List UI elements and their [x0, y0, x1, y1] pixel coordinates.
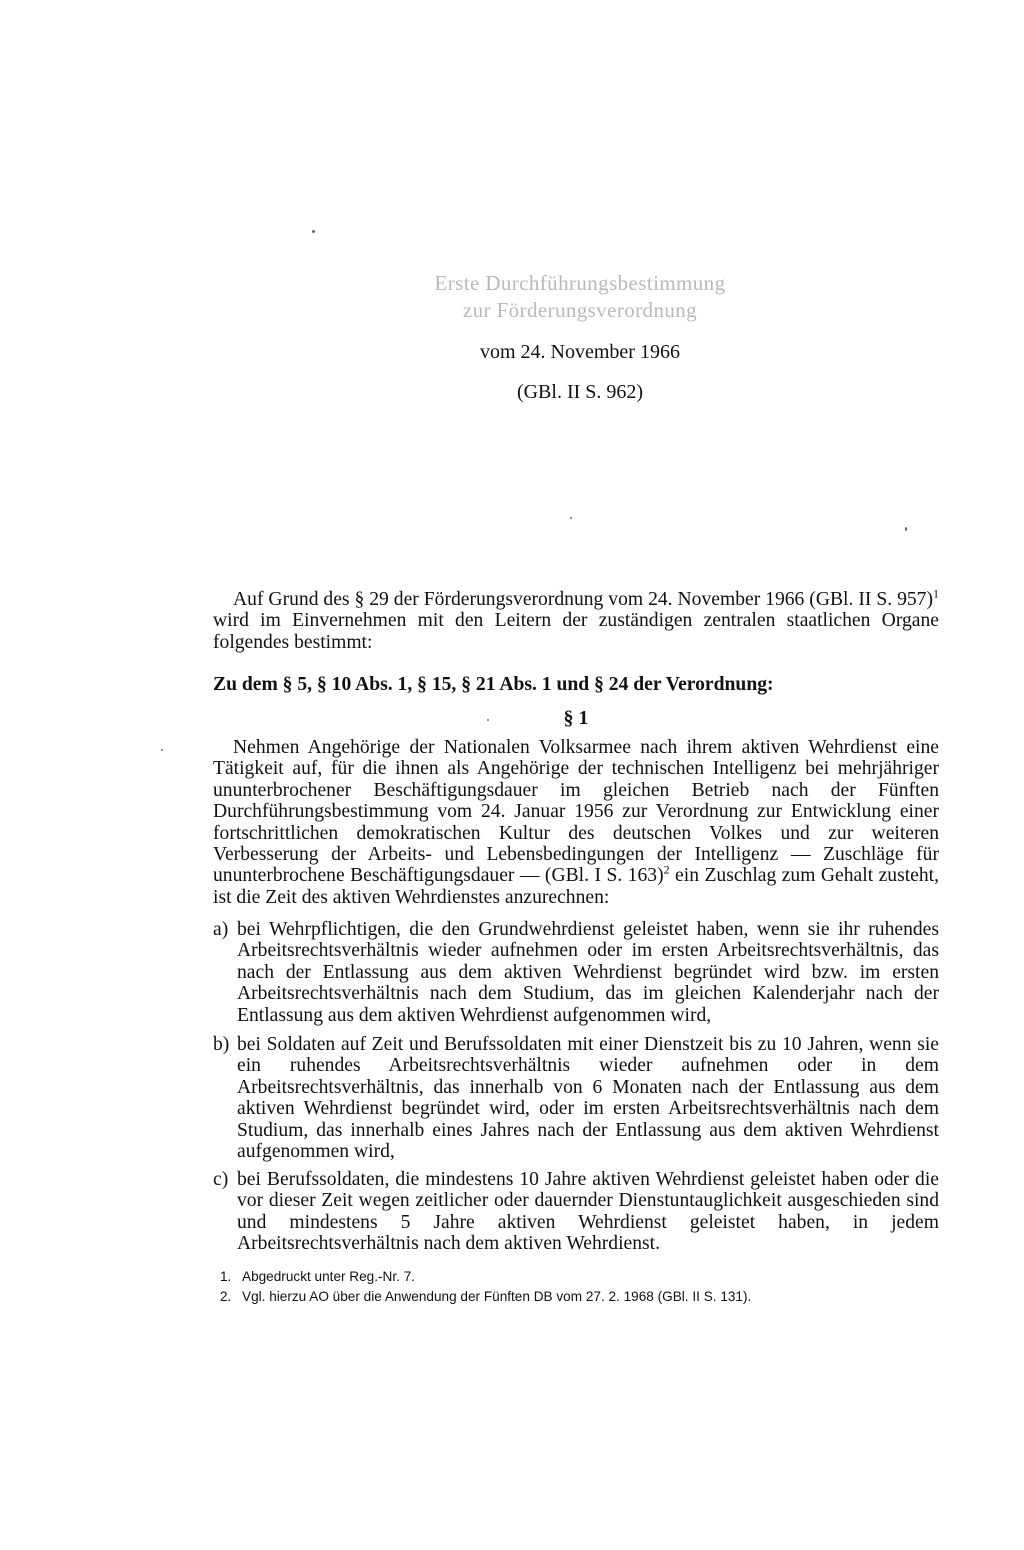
- list-item-a: [213, 919, 939, 1026]
- scan-speck: [312, 230, 315, 233]
- paragraph-1: [213, 737, 939, 908]
- footnote: [220, 1267, 940, 1287]
- list-item-text: bei Berufssoldaten, die mindestens 10 Jahre aktiven Wehrdienst geleistet haben oder die vor dieser Zeit wegen zeitlicher oder dauernder Dienstuntauglichkeit ausgeschieden sind und mindestens 5 Jahre aktiven Wehrdienst geleistet haben, in jedem Arbeitsrechtsverhältnis nach dem aktiven Wehrdienst.: [237, 1169, 939, 1255]
- section-heading: Zu dem § 5, § 10 Abs. 1, § 15, § 21 Abs. 1 und § 24 der Verordnung:: [213, 674, 774, 695]
- title-line-2: zur Förderungsverordnung: [462, 298, 698, 322]
- document-title: [405, 270, 755, 324]
- paragraph-1-part-2: ein Zuschlag zum Gehalt zusteht, ist die Zeit des aktiven Wehrdienstes anzurechnen:: [213, 865, 939, 908]
- list-item: [213, 1169, 939, 1255]
- list-marker: a): [213, 919, 229, 940]
- list-item-c: [213, 1169, 939, 1255]
- scan-speck: [905, 527, 907, 531]
- gazette-reference: (GBl. II S. 962): [516, 381, 644, 403]
- footnote-text: Vgl. hierzu AO über die Anwendung der Fünften DB vom 27. 2. 1968 (GBl. II S. 131).: [242, 1289, 752, 1304]
- title-line-1: Erste Durchführungsbestimmung: [434, 271, 726, 295]
- paragraph-number: § 1: [563, 707, 589, 729]
- footnote-number: 1.: [220, 1269, 232, 1284]
- list-item: [213, 1034, 939, 1162]
- list-item-text: bei Wehrpflichtigen, die den Grundwehrdienst geleistet haben, wenn sie ihr ruhendes Arbeitsrechtsverhältnis wieder aufnehmen oder im ersten Arbeitsrechtsverhältnis, das nach der Entlassung aus dem aktiven Wehrdienst begründet wird bzw. im ersten Arbeitsrechtsverhältnis nach dem Studium, das im gleichen Kalenderjahr nach der Entlassung aus dem aktiven Wehrdienst aufgenommen wird,: [237, 919, 939, 1026]
- footnotes: [220, 1267, 940, 1307]
- intro-paragraph: [213, 586, 939, 653]
- footnote-text: Abgedruckt unter Reg.-Nr. 7.: [242, 1269, 416, 1284]
- footnote: [220, 1287, 940, 1307]
- list-item-text: bei Soldaten auf Zeit und Berufssoldaten mit einer Dienstzeit bis zu 10 Jahren, wenn sie ein ruhendes Arbeitsrechtsverhältnis wieder aufnehmen oder in dem Arbeitsrechtsverhältnis, das innerhalb von 6 Monaten nach der Entlassung aus dem aktiven Wehrdienst begründet wird, oder im ersten Arbeitsrechtsverhältnis nach dem Studium, das innerhalb eines Jahres nach der Entlassung aus dem aktiven Wehrdienst aufgenommen wird,: [237, 1034, 939, 1163]
- intro-text-part-2: wird im Einvernehmen mit den Leitern der zuständigen zentralen staatlichen Organe folgendes bestimmt:: [213, 610, 939, 653]
- list-item-b: [213, 1034, 939, 1162]
- footnote-ref-1: 1: [933, 586, 939, 601]
- document-date: vom 24. November 1966: [480, 341, 680, 363]
- intro-text-part-1: Auf Grund des § 29 der Förderungsverordnung vom 24. November 1966 (GBl. II S. 957): [233, 589, 933, 610]
- footnote-number: 2.: [220, 1289, 232, 1304]
- paragraph-1-part-1: Nehmen Angehörige der Nationalen Volksarmee nach ihrem aktiven Wehrdienst eine Tätigkeit auf, für die ihnen als Angehörige der technischen Intelligenz bei mehrjähriger ununterbrochener Beschäftigungsdauer im gleichen Betrieb nach der Fünften Durchführungsbestimmung vom 24. Januar 1956 zur Verordnung zur Entwicklung einer fortschrittlichen demokratischen Kultur des deutschen Volkes und zur weiteren Verbesserung der Arbeits- und Lebensbedingungen der Intelligenz — Zuschläge für ununterbrochene Beschäftigungsdauer — (GBl. I S. 163): [213, 737, 939, 887]
- list-item: [213, 919, 939, 1026]
- scan-speck: [161, 749, 163, 751]
- list-marker: c): [213, 1169, 229, 1190]
- list-marker: b): [213, 1034, 230, 1055]
- scan-speck: [570, 517, 572, 519]
- footnote-ref-2: 2: [663, 862, 670, 877]
